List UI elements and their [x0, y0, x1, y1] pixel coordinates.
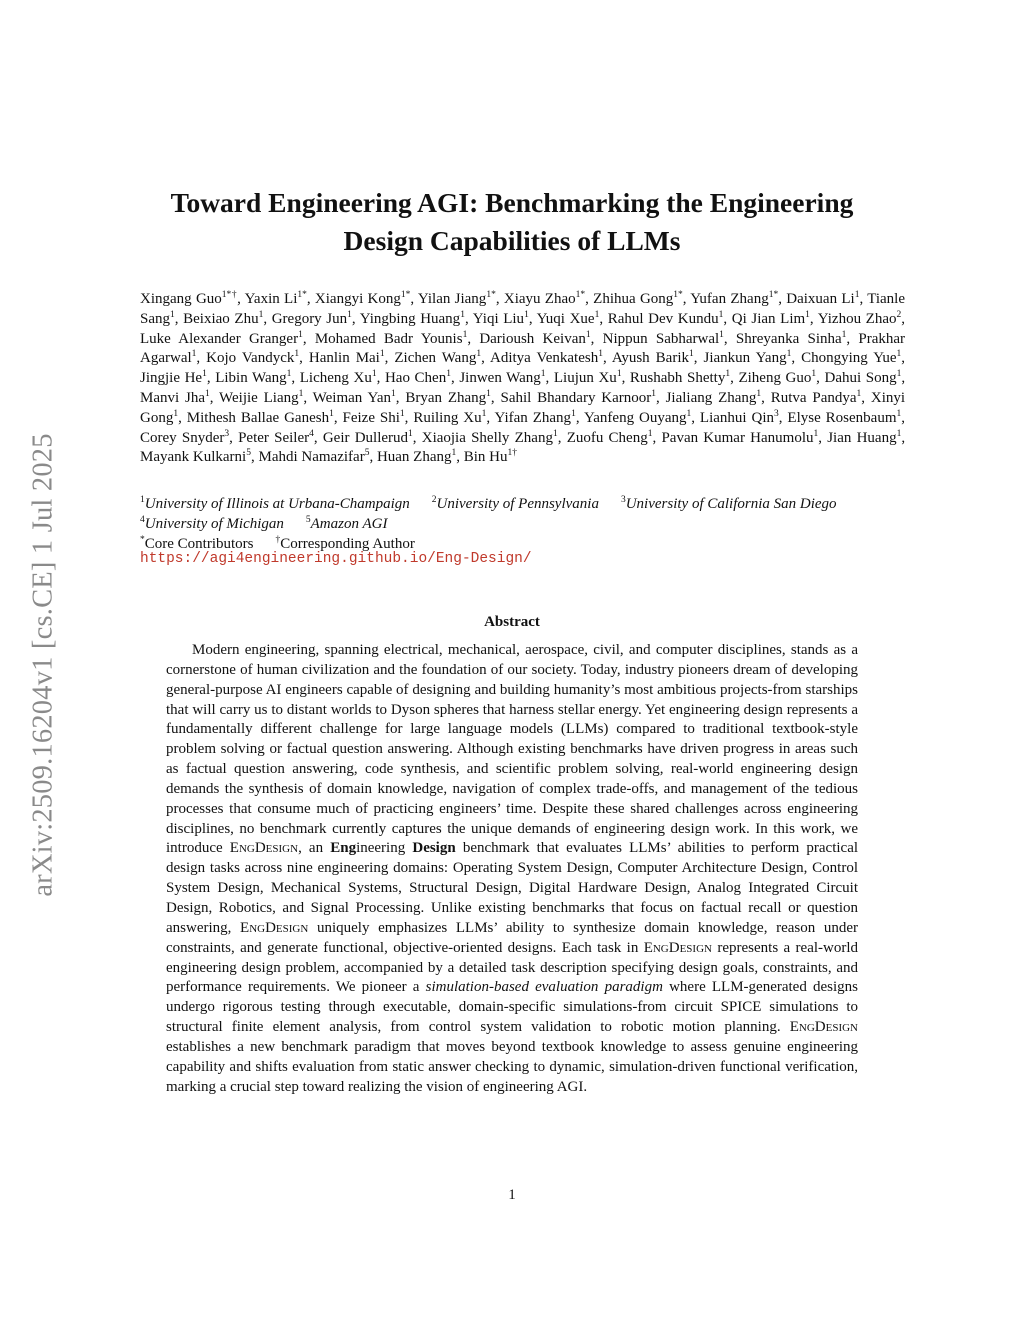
- title-line-1: Toward Engineering AGI: Benchmarking the Engineering: [170, 187, 854, 218]
- author: Bryan Zhang$^1$: [405, 388, 491, 406]
- author: Kojo Vandyck$^1$: [206, 349, 300, 367]
- abstract-heading: Abstract: [484, 614, 540, 630]
- arxiv-watermark: [22, 385, 66, 945]
- author: Weiman Yan$^1$: [312, 388, 396, 406]
- author: Shreyanka Sinha$^1$: [735, 329, 847, 347]
- author: Luke Alexander Granger$^1$: [140, 329, 303, 347]
- author: Xiangyi Kong$^{1*}$: [314, 290, 411, 307]
- author: Yizhou Zhao$^2$: [817, 309, 902, 327]
- contribution-notes: *Core Contributors †Corresponding Author: [140, 535, 415, 552]
- title-line-2: Design Capabilities of LLMs: [343, 225, 681, 256]
- affiliation-amazon: Amazon AGI: [310, 516, 388, 532]
- author: Liujun Xu$^1$: [553, 369, 622, 387]
- affiliations-line-2: $^4$University of Michigan $^5$Amazon AGI: [140, 515, 388, 532]
- author: Mahdi Namazifar$^5$: [258, 448, 370, 466]
- author: Jingjie He$^1$: [140, 369, 207, 387]
- benchmark-name: EngDesign: [229, 840, 299, 857]
- affiliation-illinois: University of Illinois at Urbana-Champaign: [144, 496, 410, 512]
- author: Elyse Rosenbaum$^1$: [787, 408, 902, 426]
- author: Mayank Kulkarni$^5$: [140, 448, 251, 466]
- author: Hanlin Mai$^1$: [308, 349, 385, 367]
- affiliation-ucsd: University of California San Diego: [625, 496, 837, 512]
- author: Yiqi Liu$^1$: [472, 309, 529, 327]
- author: Jinwen Wang$^1$: [459, 369, 546, 387]
- author: Yifan Zhang$^1$: [494, 408, 576, 426]
- author: Manvi Jha$^1$: [140, 388, 210, 406]
- author: Mithesh Ballae Ganesh$^1$: [186, 408, 334, 426]
- author: Yuqi Xue$^1$: [536, 309, 600, 327]
- corresponding-author-note: Corresponding Author: [280, 536, 415, 552]
- author: Yaxin $Li^{1*}$: [244, 290, 307, 307]
- author: Prakhar Agarwal$^1$: [140, 330, 906, 367]
- author: Xingang Guo$^{1*\dagger}$: [140, 290, 238, 307]
- author: Lianhui Qin$^3$: [699, 408, 779, 426]
- author: Xinyi Gong$^1$: [140, 389, 906, 426]
- abstract-text: Modern engineering, spanning electrical, mechanical, aerospace, civil, and computer disciplines, stands as a cornerstone of human civilization and the foundation of our society. Today, industry pioneers dream of developing general-purpose AI engineers capable of designing and building humanity’s most ambitious projects-from starships that will carry us to distant worlds to Dyson spheres that harness stellar energy. Yet engineering design represents a fundamentally different challenge for large language models (LLMs) compared to traditional textbook-style problem solving or factual question answering. Although existing benchmarks have driven progress in areas such as factual question answering, code synthesis, and scientific problem solving, real-world engineering design demands the synthesis of domain knowledge, navigation of complex trade-offs, and management of the tedious processes that consume much of practicing engineers’ time. Despite these shared challenges across engineering disciplines, no benchmark currently captures the unique demands of engineering design work. In this work, we introduce EngDesign, an Engineering Design benchmark that evaluates LLMs’ abilities to perform practical design tasks across nine engineering domains: Operating System Design, Computer Architecture Design, Control System Design, Mechanical Systems, Structural Design, Digital Hardware Design, Analog Integrated Circuit Design, Robotics, and Signal Processing. Unlike existing benchmarks that focus on factual recall or question answering, EngDesign uniquely emphasizes LLMs’ ability to synthesize domain knowledge, reason under constraints, and generate functional, objective-oriented designs. Each task in EngDesign represents a real-world engineering design problem, accompanied by a detailed task description specifying design goals, constraints, and performance requirements. We pioneer a simulation-based evaluation paradigm where LLM-generated designs undergo rigorous testing through executable, domain-specific simulations-from circuit SPICE simulations to structural finite element analysis, from control system validation to robotic motion planning. EngDesign establishes a new benchmark paradigm that moves beyond textbook knowledge to assess genuine engineering capability and shifts evaluation from static answer checking to dynamic, simulation-driven functional verification, marking a crucial step toward realizing the vision of engineering AGI.: [166, 642, 859, 1095]
- author: Aditya Venkatesh$^1$: [490, 349, 603, 367]
- benchmark-name: EngDesign: [240, 919, 309, 936]
- author: Corey Snyder$^3$: [140, 428, 230, 446]
- page-number: 1: [508, 1187, 516, 1203]
- author: Yanfeng Ouyang$^1$: [583, 408, 692, 426]
- author: Dahui Song$^1$: [824, 369, 902, 387]
- affiliation-michigan: University of Michigan: [144, 516, 284, 532]
- author: Geir Dullerud$^1$: [322, 428, 413, 446]
- benchmark-name: EngDesign: [643, 939, 712, 956]
- emphasis-paradigm: simulation-based evaluation paradigm: [425, 979, 663, 996]
- arxiv-identifier: arXiv:2509.16204v1 [cs.CE] 1 Jul 2025: [28, 433, 60, 897]
- author: Jiankun Yang$^1$: [703, 349, 792, 367]
- author: Bin $Hu^{1\dagger}$: [463, 448, 518, 466]
- author: Xiaojia Shelly Zhang$^1$: [421, 428, 558, 446]
- author: Zuofu Cheng$^1$: [566, 428, 653, 446]
- paper-title: [120, 184, 904, 260]
- author: Sahil Bhandary Karnoor$^1$: [500, 388, 657, 406]
- project-url-link[interactable]: https://agi4engineering.github.io/Eng-Design/: [140, 551, 532, 567]
- author: Ruiling Xu$^1$: [413, 408, 487, 426]
- author: Mohamed Badr Younis$^1$: [314, 329, 468, 347]
- affiliation-penn: University of Pennsylvania: [436, 496, 599, 512]
- author: Hao Chen$^1$: [384, 369, 451, 387]
- author: Xiayu Zhao$^{1*}$: [503, 290, 586, 307]
- author: Feize Shi$^1$: [342, 408, 405, 426]
- author: Rushabh Shetty$^1$: [629, 369, 731, 387]
- author: Huan Zhang$^1$: [376, 448, 457, 466]
- author-list: Xingang Guo$^{1*\dagger}$, Yaxin $Li^{1*}$, Xiangyi Kong$^{1*}$, Yilan Jiang$^{1*}$, Xiayu Zhao$^{1*}$, Zhihua Gong$^{1*}$, Yufan Zhang$^{1*}$, Daixuan Li$^1$, Tianle Sang$^1$, Beixiao Zhu$^1$, Gregory Jun$^1$, Yingbing Huang$^1$, Yiqi Liu$^1$, Yuqi Xue$^1$, Rahul Dev Kundu$^1$, Qi Jian Lim$^1$, Yizhou Zhao$^2$, Luke Alexander Granger$^1$, Mohamed Badr Younis$^1$, Darioush Keivan$^1$, Nippun Sabharwal$^1$, Shreyanka Sinha$^1$, Prakhar Agarwal$^1$, Kojo Vandyck$^1$, Hanlin Mai$^1$, Zichen Wang$^1$, Aditya Venkatesh$^1$, Ayush Barik$^1$, Jiankun Yang$^1$, Chongying Yue$^1$, Jingjie He$^1$, Libin Wang$^1$, Licheng Xu$^1$, Hao Chen$^1$, Jinwen Wang$^1$, Liujun Xu$^1$, Rushabh Shetty$^1$, Ziheng Guo$^1$, Dahui Song$^1$, Manvi Jha$^1$, Weijie Liang$^1$, Weiman Yan$^1$, Bryan Zhang$^1$, Sahil Bhandary Karnoor$^1$, Jialiang Zhang$^1$, Rutva Pandya$^1$, Xinyi Gong$^1$, Mithesh Ballae Ganesh$^1$, Feize Shi$^1$, Ruiling Xu$^1$, Yifan Zhang$^1$, Yanfeng Ouyang$^1$, Lianhui Qin$^3$, Elyse Rosenbaum$^1$, Corey Snyder$^3$, Peter Seiler$^4$, Geir Dullerud$^1$, Xiaojia Shelly Zhang$^1$, Zuofu Cheng$^1$, Pavan Kumar Hanumolu$^1$, Jian Huang$^1$, Mayank Kulkarni$^5$, Mahdi Namazifar$^5$, Huan Zhang$^1$, Bin $Hu^{1\dagger}$: [140, 290, 906, 466]
- author: Libin Wang$^1$: [215, 369, 292, 387]
- author: Chongying Yue$^1$: [801, 349, 902, 367]
- author: Qi Jian Lim$^1$: [731, 309, 810, 327]
- author: Ziheng Guo$^1$: [738, 369, 817, 387]
- author: Zichen Wang$^1$: [394, 349, 482, 367]
- author: Rutva Pandya$^1$: [770, 388, 862, 406]
- author: Peter Seiler$^4$: [238, 428, 314, 446]
- author: Yingbing Huang$^1$: [359, 309, 465, 327]
- author: Daixuan Li$^1$: [786, 290, 860, 307]
- author: Yufan Zhang$^{1*}$: [690, 290, 779, 307]
- author: Pavan Kumar Hanumolu$^1$: [661, 428, 819, 446]
- author: Ayush Barik$^1$: [611, 349, 694, 367]
- affiliations-line-1: $^1$University of Illinois at Urbana-Champaign $^2$University of Pennsylvania $^3$University of California San Diego: [140, 495, 837, 512]
- author: Tianle Sang$^1$: [140, 291, 905, 327]
- author: Zhihua Gong$^{1*}$: [593, 290, 683, 307]
- author: Rahul Dev Kundu$^1$: [607, 309, 724, 327]
- author: Jialiang Zhang$^1$: [665, 388, 762, 406]
- author: Yilan Jiang$^{1*}$: [417, 290, 496, 307]
- benchmark-name: EngDesign: [789, 1019, 858, 1036]
- author: Darioush Keivan$^1$: [479, 329, 591, 347]
- author: Gregory Jun$^1$: [271, 309, 352, 327]
- author: Beixiao Zhu$^1$: [183, 309, 264, 327]
- author: Jian Huang$^1$: [827, 428, 902, 446]
- core-contributors-note: Core Contributors: [144, 536, 254, 552]
- author: Nippun Sabharwal$^1$: [602, 329, 724, 347]
- author: Licheng Xu$^1$: [299, 369, 377, 387]
- author: Weijie Liang$^1$: [219, 388, 304, 406]
